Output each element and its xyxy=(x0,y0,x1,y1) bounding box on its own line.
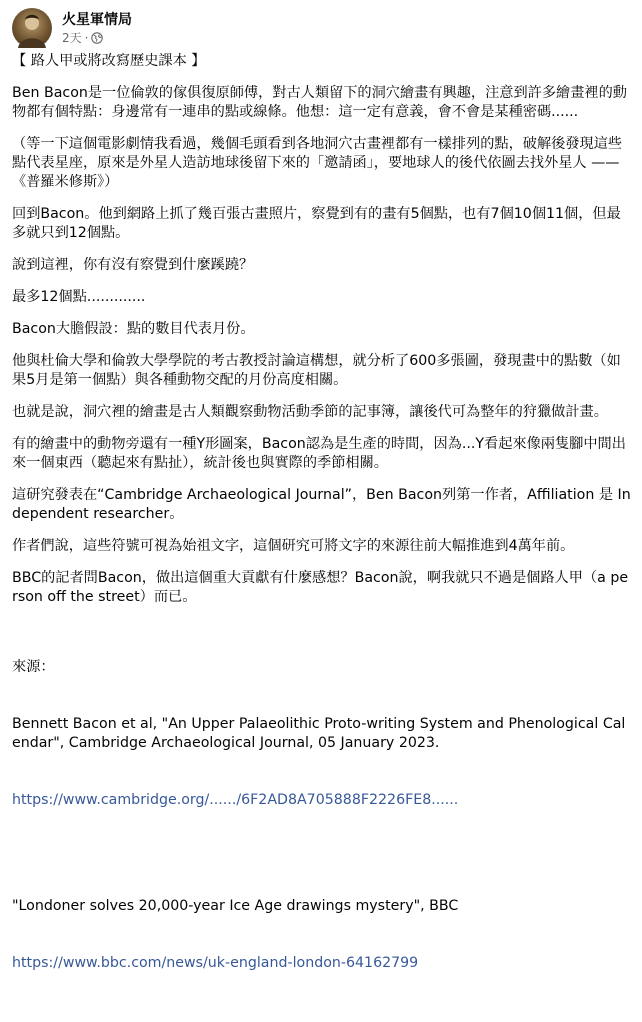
source-1-link[interactable]: https://www.cambridge.org/....../6F2AD8A705888F2226FE8...... xyxy=(12,792,459,808)
paragraph-5: 最多12個點............. xyxy=(12,289,146,305)
post-body xyxy=(12,52,632,1022)
post-headline: 【 路人甲或將改寫歷史課本 】 xyxy=(12,53,206,69)
sources-block xyxy=(12,620,632,848)
paragraph-7: 他與杜倫大學和倫敦大學學院的考古教授討論這構想，就分析了600多張圖，發現畫中的點數（如果5月是第一個點）與各種動物交配的月份高度相關。 xyxy=(12,353,621,388)
separator-dot: · xyxy=(84,30,89,45)
post-timestamp[interactable]: 2天 xyxy=(62,30,82,45)
paragraph-11: 作者們說，這些符號可視為始祖文字，這個研究可將文字的來源往前大幅推進到4萬年前。 xyxy=(12,538,575,554)
paragraph-3: 回到Bacon。他到網路上抓了幾百張古畫照片，察覺到有的畫有5個點，也有7個10個11個，但最多就只到12個點。 xyxy=(12,206,621,241)
source-2-link[interactable]: https://www.bbc.com/news/uk-england-london-64162799 xyxy=(12,955,419,971)
paragraph-1: Ben Bacon是一位倫敦的傢俱復原師傅，對古人類留下的洞穴繪畫有興趣，注意到許多繪畫裡的動物都有個特點：身邊常有一連串的點或線條。他想：這一定有意義，會不會是某種密碼...... xyxy=(12,85,627,120)
paragraph-10: 這研究發表在“Cambridge Archaeological Journal”，Ben Bacon列第一作者，Affiliation 是 Independent researcher。 xyxy=(12,487,631,522)
paragraph-9: 有的繪畫中的動物旁還有一種Y形圖案，Bacon認為是生產的時間，因為...Y看起來像兩隻腳中間出來一個東西（聽起來有點扯），統計後也與實際的季節相關。 xyxy=(12,436,626,471)
post-header xyxy=(12,6,132,50)
source-2-block xyxy=(12,859,632,1011)
paragraph-6: Bacon大膽假設：點的數目代表月份。 xyxy=(12,321,255,337)
post-subline xyxy=(62,30,132,46)
post-meta xyxy=(62,11,132,46)
avatar-image xyxy=(12,8,52,48)
source-1-citation: Bennett Bacon et al, "An Upper Palaeolithic Proto-writing System and Phenological Calendar", Cambridge Archaeological Journal, 05 January 2023. xyxy=(12,716,626,751)
page-name-link[interactable]: 火星軍情局 xyxy=(62,11,132,28)
paragraph-2: （等一下這個電影劇情我看過，幾個毛頭看到各地洞穴古畫裡都有一樣排列的點，破解後發現這些點代表星座，原來是外星人造訪地球後留下來的「邀請函」，要地球人的後代依圖去找外星人 —— 《普羅米修斯》） xyxy=(12,136,624,190)
sources-label: 來源： xyxy=(12,659,55,675)
paragraph-12: BBC的記者問Bacon，做出這個重大貢獻有什麼感想？Bacon說，啊我就只不過是個路人甲（a person off the street）而已。 xyxy=(12,570,629,605)
avatar-portrait-icon[interactable] xyxy=(12,8,52,48)
source-2-citation: "Londoner solves 20,000-year Ice Age drawings mystery", BBC xyxy=(12,898,459,914)
globe-icon[interactable] xyxy=(91,32,103,44)
paragraph-4: 說到這裡，你有沒有察覺到什麼蹊蹺？ xyxy=(12,257,254,273)
paragraph-8: 也就是說，洞穴裡的繪畫是古人類觀察動物活動季節的記事簿，讓後代可為整年的狩獵做計畫。 xyxy=(12,404,608,420)
